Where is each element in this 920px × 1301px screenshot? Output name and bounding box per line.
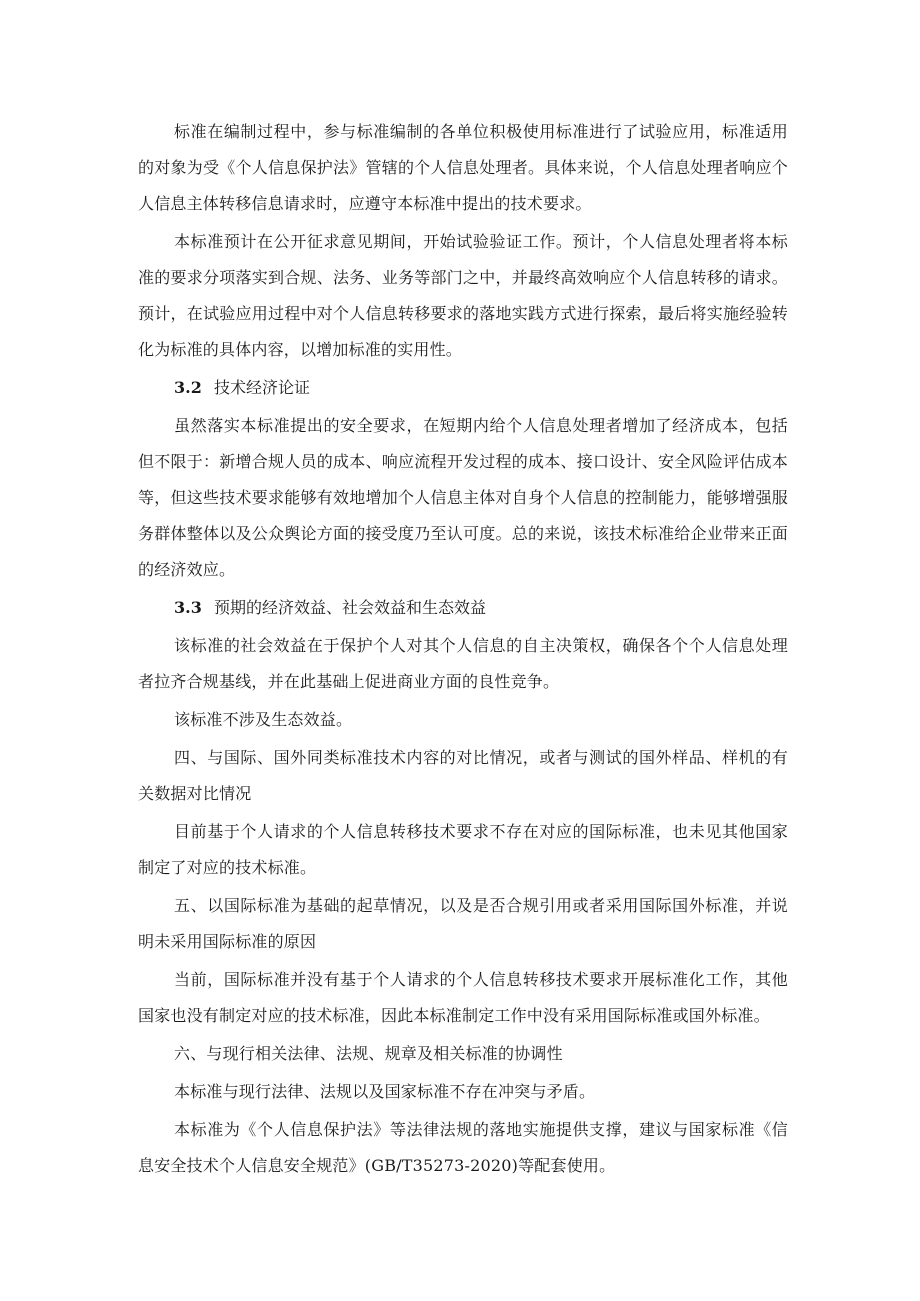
paragraph-supporting-use: 本标准为《个人信息保护法》等法律法规的落地实施提供支撑，建议与国家标准《信息安全技术个人信息安全规范》(GB/T35273-2020)等配套使用。 [138, 1120, 788, 1175]
paragraph-social-benefit: 该标准的社会效益在于保护个人对其个人信息的自主决策权，确保各个个人信息处理者拉齐合规基线，并在此基础上促进商业方面的良性竞争。 [138, 636, 788, 691]
document-page [138, 114, 788, 1186]
heading-3-3-title: 预期的经济效益、社会效益和生态效益 [214, 598, 487, 617]
paragraph-trial-application: 标准在编制过程中，参与标准编制的各单位积极使用标准进行了试验应用，标准适用的对象为受《个人信息保护法》管辖的个人信息处理者。具体来说，个人信息处理者响应个人信息主体转移信息请求时，应遵守本标准中提出的技术要求。 [138, 122, 788, 213]
heading-3-3 [138, 590, 788, 626]
paragraph-trial-verification: 本标准预计在公开征求意见期间，开始试验验证工作。预计，个人信息处理者将本标准的要求分项落实到合规、法务、业务等部门之中，并最终高效响应个人信息转移的请求。预计，在试验应用过程中对个人信息转移要求的落地实践方式进行探索，最后将实施经验转化为标准的具体内容，以增加标准的实用性。 [138, 232, 788, 359]
paragraph-no-conflict: 本标准与现行法律、法规以及国家标准不存在冲突与矛盾。 [174, 1082, 596, 1101]
heading-3-2-number: 3.2 [174, 378, 202, 397]
paragraph-economic-argument: 虽然落实本标准提出的安全要求，在短期内给个人信息处理者增加了经济成本，包括但不限于：新增合规人员的成本、响应流程开发过程的成本、接口设计、安全风险评估成本等，但这些技术要求能够有效地增加个人信息主体对自身个人信息的控制能力，能够增强服务群体整体以及公众舆论方面的接受度乃至认可度。总的来说，该技术标准给企业带来正面的经济效应。 [138, 416, 788, 579]
heading-3-2-title: 技术经济论证 [214, 378, 311, 397]
heading-3-3-number: 3.3 [174, 598, 202, 617]
section-4-title: 四、与国际、国外同类标准技术内容的对比情况，或者与测试的国外样品、样机的有关数据对比情况 [138, 748, 788, 803]
section-6-title: 六、与现行相关法律、法规、规章及相关标准的协调性 [174, 1044, 563, 1063]
heading-3-2 [138, 370, 788, 406]
paragraph-international-adoption: 当前，国际标准并没有基于个人请求的个人信息转移技术要求开展标准化工作，其他国家也没有制定对应的技术标准，因此本标准制定工作中没有采用国际标准或国外标准。 [138, 970, 788, 1025]
paragraph-international-comparison: 目前基于个人请求的个人信息转移技术要求不存在对应的国际标准，也未见其他国家制定了对应的技术标准。 [138, 822, 788, 877]
paragraph-ecological-benefit: 该标准不涉及生态效益。 [174, 710, 353, 729]
section-5-title: 五、以国际标准为基础的起草情况，以及是否合规引用或者采用国际国外标准，并说明未采用国际标准的原因 [138, 896, 788, 951]
